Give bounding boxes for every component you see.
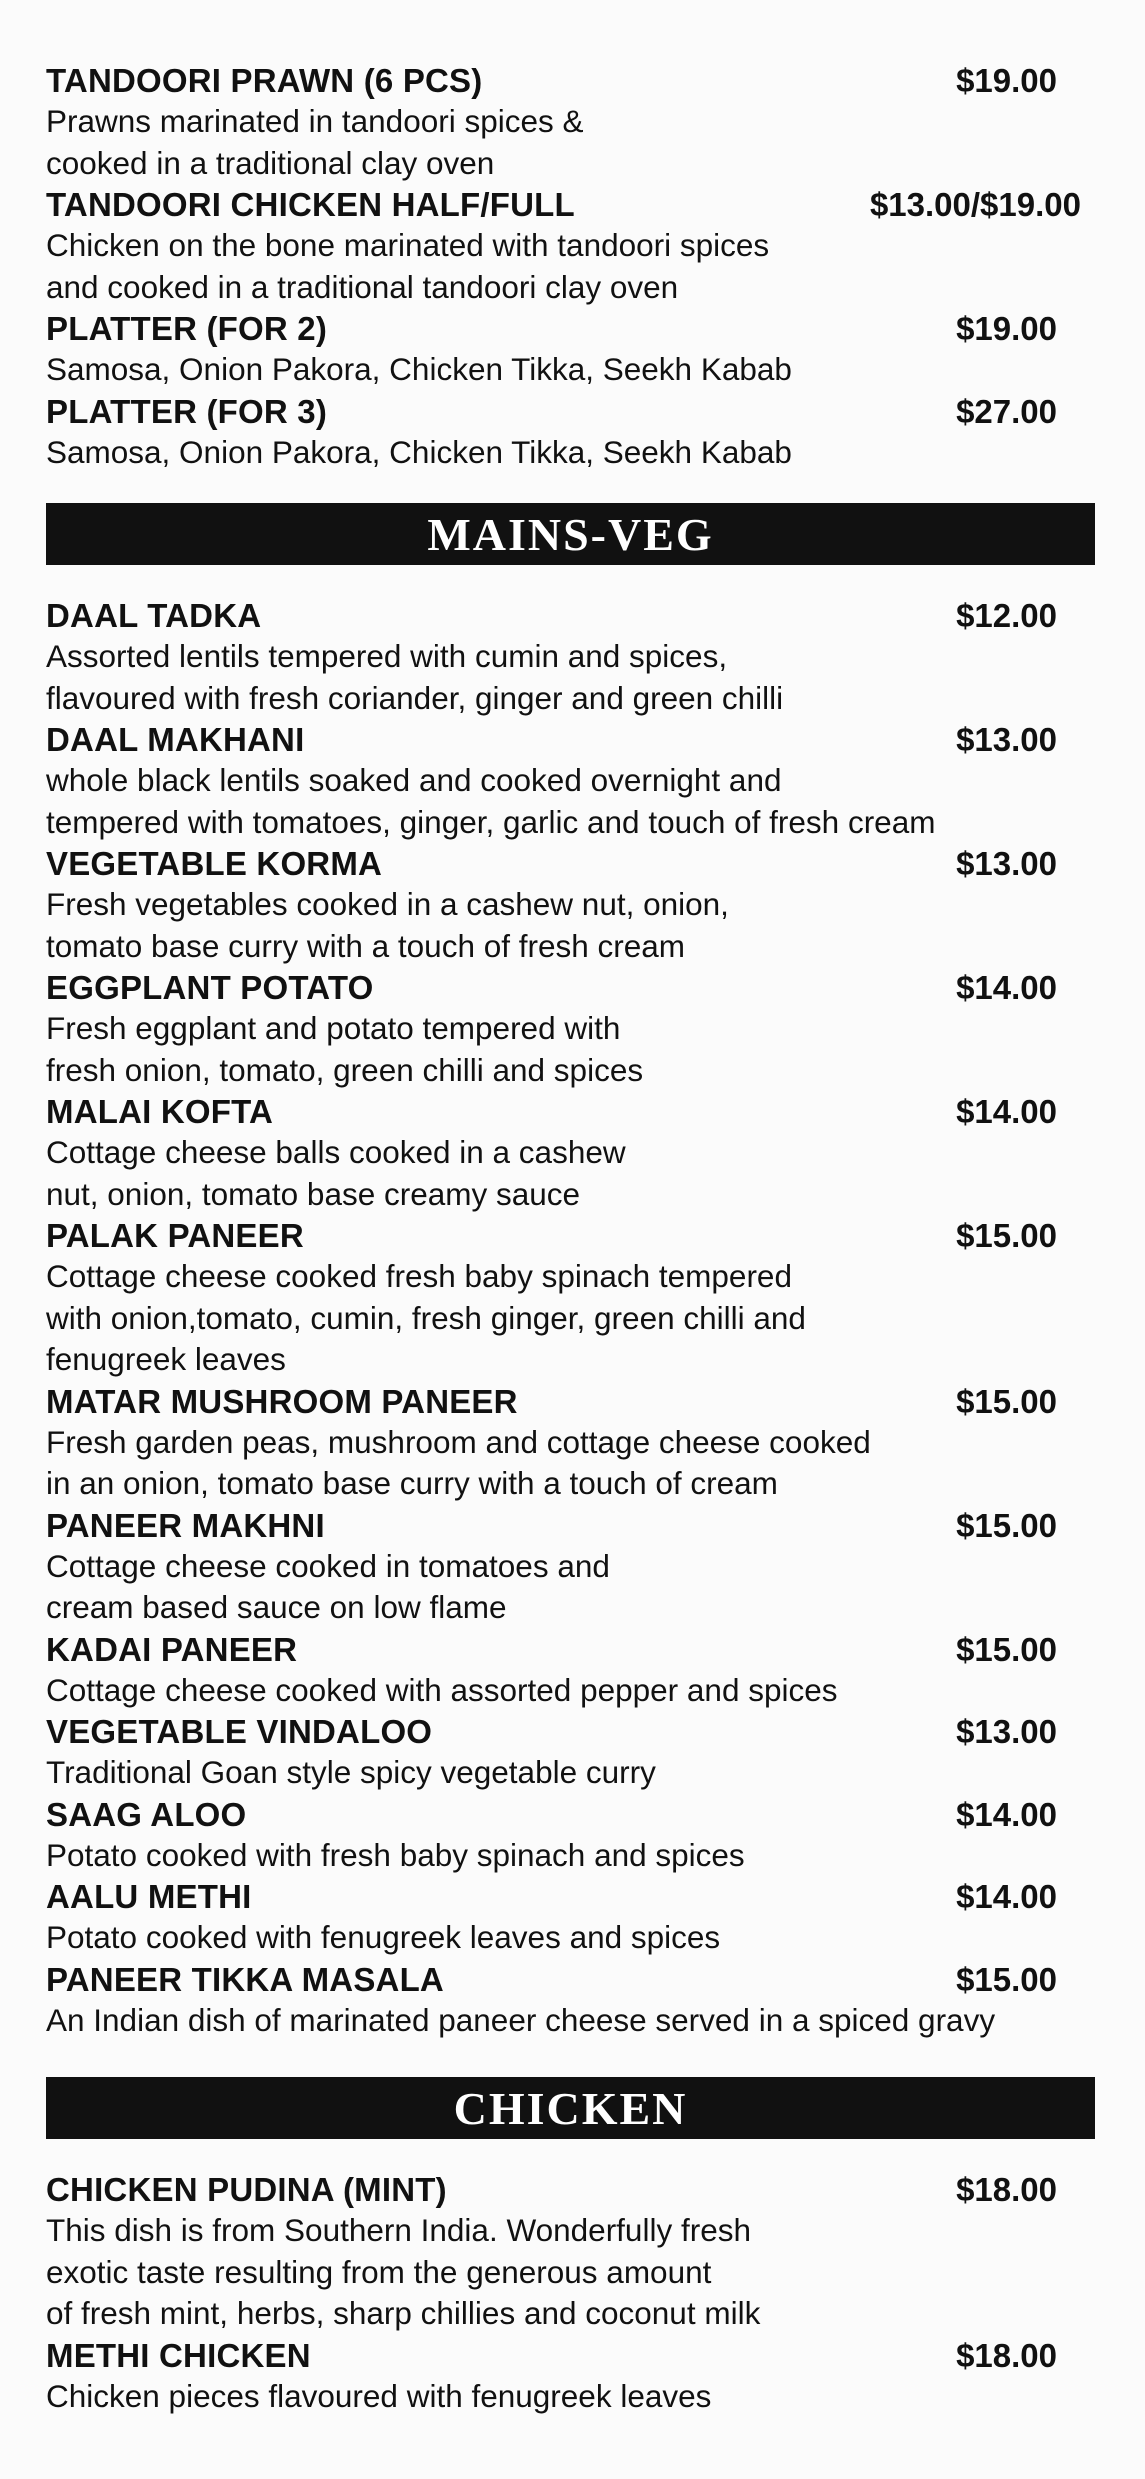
menu-item (46, 1215, 1095, 1381)
menu-item-header (46, 967, 1095, 1008)
menu-item-price: $15.00 (956, 1217, 1057, 1254)
menu-item-price: $15.00 (956, 1960, 1057, 1998)
menu-item-header (46, 1794, 1095, 1835)
menu-item-header (46, 184, 1095, 225)
menu-item-name: PLATTER (FOR 3) (46, 392, 328, 430)
menu-item (46, 1091, 1095, 1215)
menu-item-name: DAAL TADKA (46, 597, 262, 634)
menu-item-name: PANEER MAKHNI (46, 1506, 325, 1544)
menu-item-description: An Indian dish of marinated paneer cheese served in a spiced gravy (46, 2001, 996, 2038)
menu-item-description: This dish is from Southern India. Wonderfully fresh exotic taste resulting from the generous amount of fresh mint, herbs, sharp chillies and coconut milk (46, 2212, 761, 2331)
menu-item-price: $13.00 (956, 845, 1057, 882)
menu-item-header (46, 1215, 1095, 1256)
menu-item-name: PLATTER (FOR 2) (46, 310, 328, 347)
menu-item (46, 1959, 1095, 2042)
menu-item (46, 843, 1095, 967)
menu-item-price: $14.00 (956, 1795, 1057, 1833)
menu-item (46, 719, 1095, 843)
menu-item (46, 595, 1095, 719)
menu-item (46, 391, 1095, 474)
menu-item-price: $14.00 (956, 1878, 1057, 1915)
menu-item (46, 1794, 1095, 1877)
menu-item (46, 1876, 1095, 1959)
menu-item-price: $19.00 (956, 62, 1057, 99)
menu-item-price: $12.00 (956, 597, 1057, 634)
menu-item-price: $14.00 (956, 1093, 1057, 1130)
menu-item-price: $19.00 (956, 310, 1057, 347)
menu-item-description: Cottage cheese cooked in tomatoes and cream based sauce on low flame (46, 1547, 610, 1625)
menu-item-description: Cottage cheese cooked fresh baby spinach tempered with onion,tomato, cumin, fresh ginger, green chilli and fenugreek leaves (46, 1258, 806, 1377)
menu-item-name: AALU METHI (46, 1878, 252, 1915)
menu-item-header (46, 391, 1095, 432)
menu-item-header (46, 1381, 1095, 1422)
menu-item-name: TANDOORI CHICKEN HALF/FULL (46, 186, 575, 223)
menu-item-description: Cottage cheese balls cooked in a cashew nut, onion, tomato base creamy sauce (46, 1134, 626, 1212)
menu-item-description: Fresh vegetables cooked in a cashew nut, onion, tomato base curry with a touch of fresh cream (46, 886, 729, 964)
section-header-mains-veg: MAINS-VEG (46, 503, 1095, 565)
menu-item-description: Prawns marinated in tandoori spices & cooked in a traditional clay oven (46, 103, 584, 181)
menu-item-price: $15.00 (956, 1506, 1057, 1544)
menu-item-header (46, 1505, 1095, 1546)
menu-item-price: $18.00 (956, 2336, 1057, 2374)
menu-item-name: VEGETABLE KORMA (46, 845, 383, 882)
menu-item-price: $15.00 (956, 1382, 1057, 1420)
menu-item-header (46, 308, 1095, 349)
menu-item (46, 184, 1095, 308)
menu-item-description: Fresh garden peas, mushroom and cottage cheese cooked in an onion, tomato base curry with a touch of cream (46, 1423, 871, 1501)
menu-item-header (46, 595, 1095, 636)
menu-item-description: Chicken pieces flavoured with fenugreek leaves (46, 2377, 712, 2414)
menu-item (46, 2335, 1095, 2418)
menu-item-description: Fresh eggplant and potato tempered with fresh onion, tomato, green chilli and spices (46, 1010, 644, 1088)
menu-item-price: $13.00/$19.00 (869, 186, 1081, 223)
section-header-chicken: CHICKEN (46, 2077, 1095, 2139)
menu-item-name: MALAI KOFTA (46, 1093, 274, 1130)
menu-item-description: Samosa, Onion Pakora, Chicken Tikka, Seekh Kabab (46, 433, 792, 470)
tandoori-list (46, 60, 1095, 473)
menu-item-name: TANDOORI PRAWN (6 PCS) (46, 62, 483, 99)
chicken-list (46, 2169, 1095, 2417)
menu-item-description: Assorted lentils tempered with cumin and spices, flavoured with fresh coriander, ginger and green chilli (46, 638, 784, 716)
menu-item (46, 1505, 1095, 1629)
menu-item-name: EGGPLANT POTATO (46, 969, 374, 1006)
menu-item-price: $13.00 (956, 721, 1057, 758)
menu-item-name: MATAR MUSHROOM PANEER (46, 1382, 518, 1420)
menu-item-name: METHI CHICKEN (46, 2336, 311, 2374)
mains-veg-list (46, 595, 1095, 2041)
menu-item (46, 1711, 1095, 1794)
menu-item-description: Samosa, Onion Pakora, Chicken Tikka, Seekh Kabab (46, 351, 792, 387)
menu-item (46, 1629, 1095, 1712)
menu-item-price: $13.00 (956, 1713, 1057, 1750)
menu-item (46, 60, 1095, 184)
menu-item-header (46, 1629, 1095, 1670)
menu-item (46, 1381, 1095, 1505)
menu-item-name: DAAL MAKHANI (46, 721, 305, 758)
menu-item-price: $27.00 (956, 392, 1057, 430)
menu-item-header (46, 60, 1095, 101)
menu-item-description: whole black lentils soaked and cooked overnight and tempered with tomatoes, ginger, garlic and touch of fresh cream (46, 762, 936, 840)
menu-item-header (46, 1091, 1095, 1132)
menu-item-name: SAAG ALOO (46, 1795, 247, 1833)
menu-item (46, 308, 1095, 391)
menu-item-description: Potato cooked with fresh baby spinach and spices (46, 1836, 745, 1873)
menu-item-header (46, 2169, 1095, 2210)
menu-item-header (46, 1711, 1095, 1752)
menu-item-header (46, 1876, 1095, 1917)
menu-item-name: CHICKEN PUDINA (MINT) (46, 2171, 447, 2208)
menu-item-header (46, 843, 1095, 884)
menu-item-description: Traditional Goan style spicy vegetable curry (46, 1754, 656, 1790)
menu-item-header (46, 719, 1095, 760)
menu-item-header (46, 2335, 1095, 2376)
menu-item-price: $14.00 (956, 969, 1057, 1006)
menu-item (46, 2169, 1095, 2335)
menu-item (46, 967, 1095, 1091)
menu-item-description: Cottage cheese cooked with assorted pepper and spices (46, 1671, 838, 1708)
menu-item-name: PALAK PANEER (46, 1217, 304, 1254)
menu-item-header (46, 1959, 1095, 2000)
menu-item-name: PANEER TIKKA MASALA (46, 1960, 444, 1998)
menu-item-name: VEGETABLE VINDALOO (46, 1713, 433, 1750)
menu-item-description: Chicken on the bone marinated with tandoori spices and cooked in a traditional tandoori clay oven (46, 227, 770, 305)
menu-item-price: $18.00 (956, 2171, 1057, 2208)
menu-item-price: $15.00 (956, 1630, 1057, 1668)
menu-item-name: KADAI PANEER (46, 1630, 298, 1668)
menu-item-description: Potato cooked with fenugreek leaves and spices (46, 1919, 721, 1955)
